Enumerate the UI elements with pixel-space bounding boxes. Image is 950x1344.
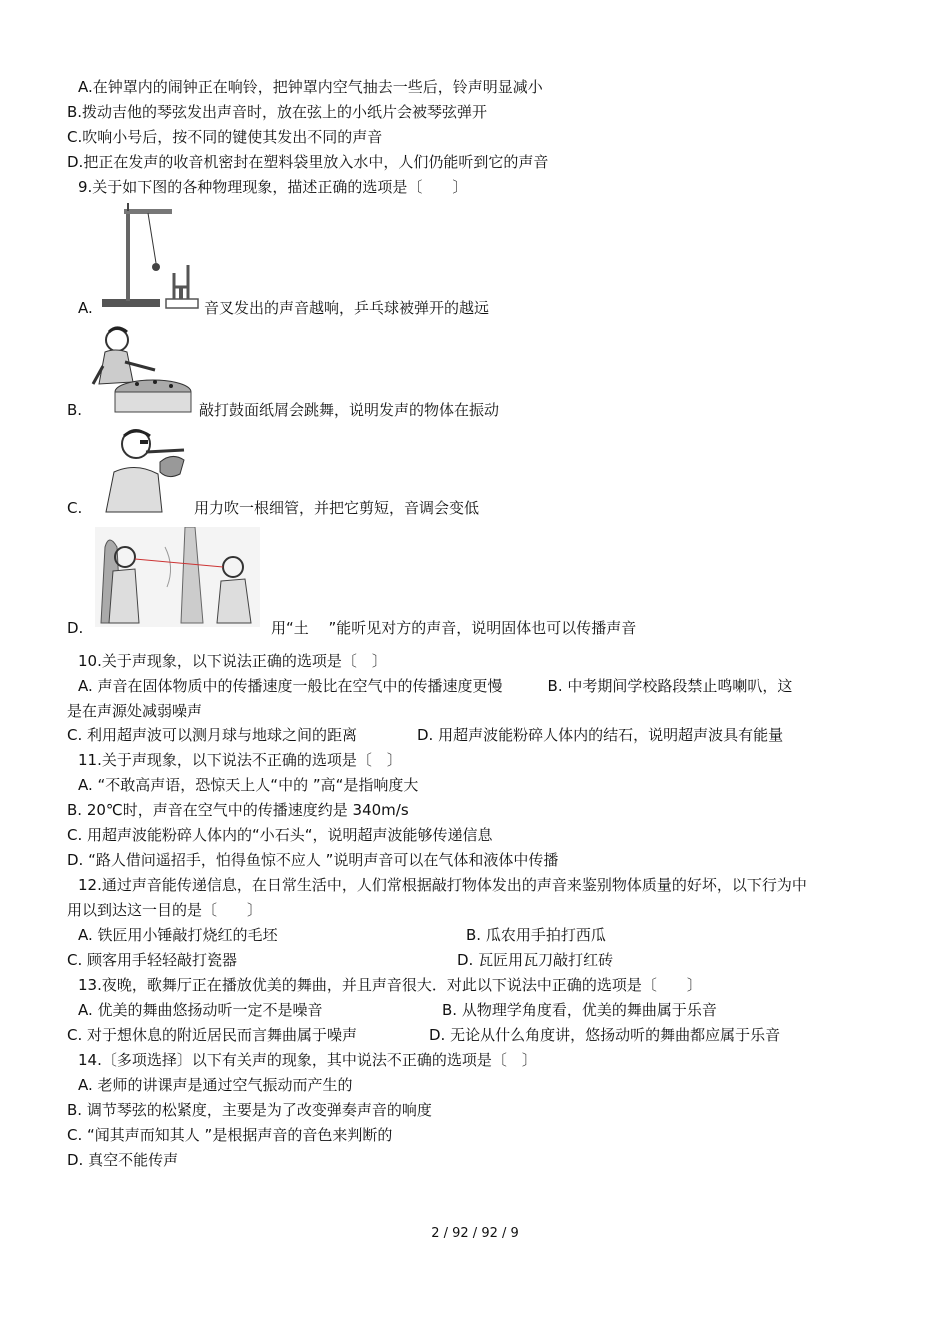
q9-option-c-letter: C. bbox=[67, 499, 83, 517]
q9-option-d-letter: D. bbox=[67, 619, 84, 637]
q13-option-b: B. 从物理学角度看，优美的舞曲属于乐音 bbox=[442, 1001, 717, 1019]
q11-option-d: D. “路人借问遥招手，怕得鱼惊不应人 ”说明声音可以在气体和液体中传播 bbox=[67, 851, 559, 869]
q8-option-c: C.吹响小号后，按不同的键使其发出不同的声音 bbox=[67, 128, 383, 146]
q14-option-d: D. 真空不能传声 bbox=[67, 1151, 179, 1169]
q12-option-a: A. 铁匠用小锤敲打烧红的毛坯 bbox=[78, 926, 278, 944]
q8-option-d: D.把正在发声的收音机密封在塑料袋里放入水中，人们仍能听到它的声音 bbox=[67, 153, 549, 171]
q8-option-b: B.拨动吉他的琴弦发出声音时，放在弦上的小纸片会被琴弦弹开 bbox=[67, 103, 488, 121]
q12-option-c: C. 顾客用手轻轻敲打瓷器 bbox=[67, 951, 238, 969]
q8-option-a: A.在钟罩内的闹钟正在响铃，把钟罩内空气抽去一些后，铃声明显减小 bbox=[78, 78, 543, 96]
q9-option-d-text: 用“土 ”能听见对方的声音，说明固体也可以传播声音 bbox=[271, 619, 637, 637]
q13-stem: 13.夜晚，歌舞厅正在播放优美的舞曲，并且声音很大．对此以下说法中正确的选项是〔 〕 bbox=[78, 976, 702, 994]
q12-option-b: B. 瓜农用手拍打西瓜 bbox=[466, 926, 606, 944]
q11-option-c: C. 用超声波能粉碎人体内的“小石头“，说明超声波能够传递信息 bbox=[67, 826, 493, 844]
q10-line-2: 是在声源处减弱噪声 bbox=[67, 702, 203, 720]
q14-option-b: B. 调节琴弦的松紧度，主要是为了改变弹奏声音的响度 bbox=[67, 1101, 432, 1119]
q10-line-1: A. 声音在固体物质中的传播速度一般比在空气中的传播速度更慢 B. 中考期间学校路段禁止鸣喇叭，这 bbox=[78, 677, 793, 695]
string-telephone-children-figure bbox=[95, 527, 260, 627]
q9-option-b-letter: B. bbox=[67, 401, 83, 419]
tuning-fork-pendulum-figure bbox=[100, 203, 200, 313]
q12-option-d: D. 瓦匠用瓦刀敲打红砖 bbox=[457, 951, 614, 969]
q9-stem: 9.关于如下图的各种物理现象，描述正确的选项是〔 〕 bbox=[78, 178, 468, 196]
q14-option-a: A. 老师的讲课声是通过空气振动而产生的 bbox=[78, 1076, 353, 1094]
q13-option-d: D. 无论从什么角度讲，悠扬动听的舞曲都应属于乐音 bbox=[429, 1026, 781, 1044]
q13-option-a: A. 优美的舞曲悠扬动听一定不是噪音 bbox=[78, 1001, 323, 1019]
q9-option-c-text: 用力吹一根细管，并把它剪短，音调会变低 bbox=[194, 499, 480, 517]
q11-option-a: A. “不敢高声语，恐惊天上人“中的 ”高“是指响度大 bbox=[78, 776, 419, 794]
q14-stem: 14.〔多项选择〕以下有关声的现象，其中说法不正确的选项是〔 〕 bbox=[78, 1051, 537, 1069]
q9-option-b-text: 敲打鼓面纸屑会跳舞，说明发声的物体在振动 bbox=[199, 401, 500, 419]
person-beating-drum-figure bbox=[85, 322, 195, 414]
q10-line-3: C. 利用超声波可以测月球与地球之间的距离 D. 用超声波能粉碎人体内的结石，说明超声波具有能量 bbox=[67, 726, 784, 744]
q12-stem-line-2: 用以到达这一目的是〔 〕 bbox=[67, 901, 263, 919]
q12-stem-line-1: 12.通过声音能传递信息，在日常生活中，人们常根据敲打物体发出的声音来鉴别物体质量的好坏，以下行为中 bbox=[78, 876, 807, 894]
q14-option-c: C. “闻其声而知其人 ”是根据声音的音色来判断的 bbox=[67, 1126, 393, 1144]
q9-option-a-letter: A. bbox=[78, 299, 93, 317]
person-blowing-tube-figure bbox=[100, 422, 192, 514]
q11-option-b: B. 20℃时，声音在空气中的传播速度约是 340m/s bbox=[67, 801, 409, 819]
q9-option-a-text: 音叉发出的声音越响，乒乓球被弹开的越远 bbox=[204, 299, 490, 317]
q11-stem: 11.关于声现象，以下说法不正确的选项是〔 〕 bbox=[78, 751, 402, 769]
q13-option-c: C. 对于想休息的附近居民而言舞曲属于噪声 bbox=[67, 1026, 358, 1044]
q10-stem: 10.关于声现象，以下说法正确的选项是〔 〕 bbox=[78, 652, 387, 670]
page-number: 2 / 92 / 92 / 9 bbox=[431, 1226, 519, 1241]
